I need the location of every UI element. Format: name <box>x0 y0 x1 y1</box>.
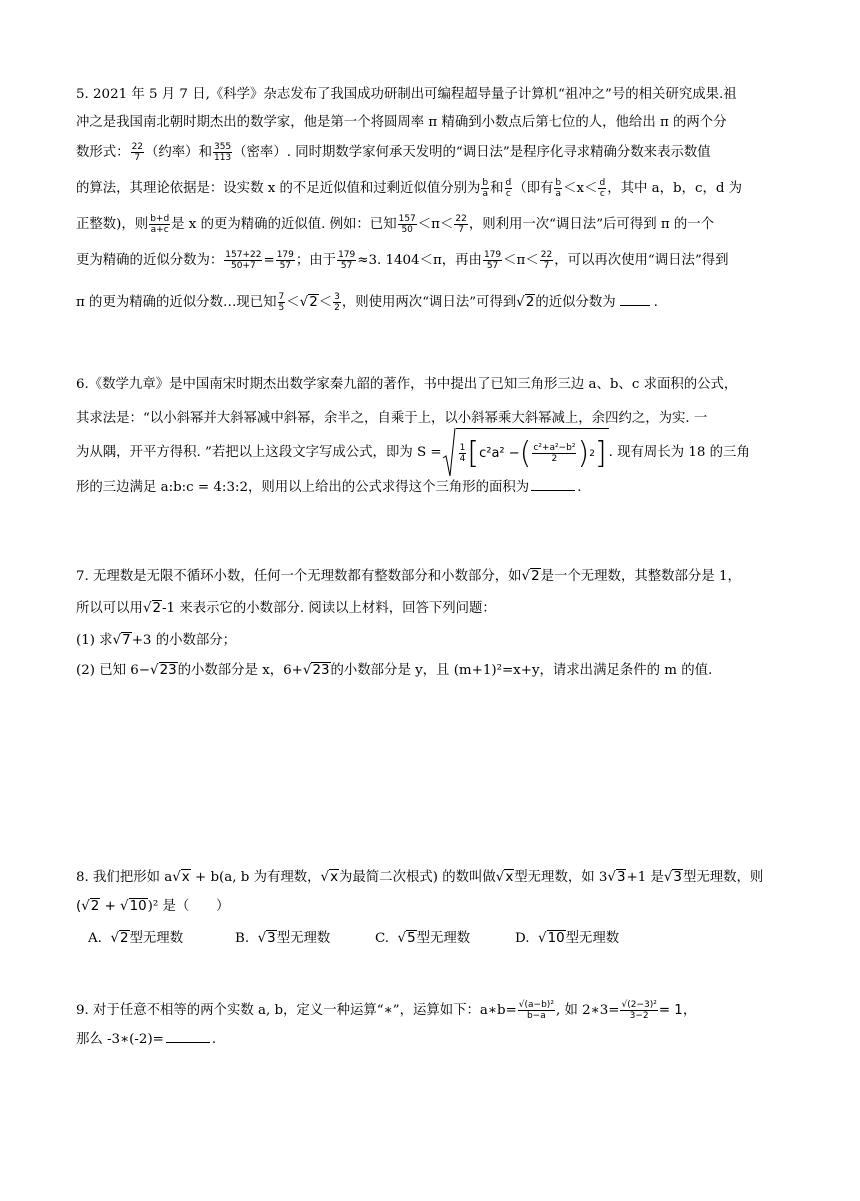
q5-text: 数形式： <box>76 145 130 160</box>
sqrt: √x <box>320 870 339 885</box>
q5-line-7: π 的更为精确的近似分数…现已知 $\frac{7}{5}$ ＜√2＜ $\frac{3}{2}$ ，则使用两次“调日法”可得到√2的近似分数为 . <box>76 292 658 313</box>
fraction: $\frac{355}{113}$ <box>213 142 232 163</box>
q5-text: （约率）和 <box>145 145 212 160</box>
sqrt: √3 <box>607 870 626 885</box>
answer-blank <box>531 478 575 491</box>
q5-line-3 <box>76 142 711 163</box>
fraction: $\frac{\text{√(a−b)²}}{b-a}$ <box>518 1000 554 1021</box>
fraction: $\frac{7}{5}$ <box>278 292 285 313</box>
sqrt: √23 <box>302 663 330 678</box>
sqrt: √2 <box>142 601 162 616</box>
fraction: $\frac{179}{57}$ <box>276 250 294 271</box>
option-a[interactable]: A. √2型无理数 <box>88 931 184 946</box>
q5-text: 冲之是我国南北朝时期杰出的数学家，他是第一个将圆周率 π 精确到小数点后第七位的人，他给出 π 的两个分 <box>76 115 727 130</box>
sqrt: √7 <box>112 633 131 648</box>
sqrt: √x <box>495 870 514 885</box>
fraction: $\frac{157+22}{50+7}$ <box>225 250 262 271</box>
sqrt: √5 <box>397 931 416 946</box>
q5-line-5: 正整数)，则 $\frac{b+d}{a+c}$ 是 x 的更为精确的近似值. 例如：已知 $\frac{157}{50}$ ＜π＜ $\frac{22}{7}$ ，则利用一次“调日法”后可得到 π 的一个 <box>76 214 715 235</box>
sqrt: √x <box>172 870 190 885</box>
fraction: $\frac{b+d}{a+c}$ <box>150 214 170 235</box>
q9-line-1: 9. 对于任意不相等的两个实数 a, b，定义一种运算“∗”，运算如下：a∗b= $\frac{\text{√(a−b)²}}{b-a}$ , 如 2∗3= $\frac{\text{√(2−3)²}}{3-2}$ = 1， <box>76 1000 697 1021</box>
fraction: $\frac{22}{7}$ <box>540 250 553 271</box>
sqrt: √2 <box>81 899 100 914</box>
fraction: $\frac{b}{a}$ <box>555 178 562 199</box>
sqrt: √23 <box>150 663 177 678</box>
answer-blank <box>166 1030 210 1043</box>
q5-text: （密率）. 同时期数学家何承天发明的“调日法”是程序化寻求精确分数来表示数值 <box>233 145 711 160</box>
q7-line-4: (2) 已知 6−√23的小数部分是 x，6+√23的小数部分是 y，且 (m+1)²=x+y，请求出满足条件的 m 的值. <box>76 663 713 678</box>
q6-line-3: 为从隅，开平方得积. ”若把以上这段文字写成公式，即为 S = $\frac{1}{4}$ [ c²a² − ( $\frac{\text{c²+a²−b²}}{2}$ ) 2 ] . 现有周长为 18 的三角 <box>76 426 750 480</box>
sqrt: √2 <box>299 295 318 310</box>
q6-line-2: 其求法是：“以小斜幂并大斜幂减中斜幂，余半之，自乘于上，以小斜幂乘大斜幂减上，余四约之，为实. 一 <box>76 411 708 426</box>
q7-line-3: (1) 求√7+3 的小数部分； <box>76 633 237 648</box>
fraction: $\frac{\text{√(2−3)²}}{3-2}$ <box>621 1000 657 1021</box>
q9-line-2: 那么 -3∗(-2)= . <box>76 1032 217 1047</box>
q5-text: 5. 2021 年 5 月 7 日,《科学》杂志发布了我国成功研制出可编程超导量子计算机“祖冲之”号的相关研究成果.祖 <box>76 87 737 102</box>
option-d[interactable]: D. √10型无理数 <box>515 931 620 946</box>
q7-line-1: 7. 无理数是无限不循环小数，任何一个无理数都有整数部分和小数部分，如√2是一个无理数，其整数部分是 1， <box>76 569 741 584</box>
q8-line-1: 8. 我们把形如 a√x + b(a, b 为有理数，√x为最简二次根式) 的数叫做√x型无理数，如 3√3+1 是√3型无理数，则 <box>76 870 764 885</box>
sqrt: √3 <box>257 931 276 946</box>
q7-line-2: 所以可以用√2-1 来表示它的小数部分. 阅读以上材料，回答下列问题： <box>76 601 496 616</box>
q8-line-2: (√2 + √10)² 是（ ） <box>76 899 230 914</box>
fraction: $\frac{179}{57}$ <box>338 250 356 271</box>
sqrt: √10 <box>538 931 565 946</box>
option-c[interactable]: C. √5型无理数 <box>375 931 471 946</box>
q5-line-4: 的算法，其理论依据是：设实数 x 的不足近似值和过剩近似值分别为 $\frac{b}{a}$ 和 $\frac{d}{c}$ （即有 $\frac{b}{a}$ ＜x＜ $\frac{d}{c}$ ，其中 a，b，c，d 为 <box>76 178 743 199</box>
fraction: $\frac{22}{7}$ <box>131 142 144 163</box>
sqrt: √2 <box>516 295 535 310</box>
fraction: $\frac{d}{c}$ <box>599 178 606 199</box>
q5-line-6: 更为精确的近似分数为： $\frac{157+22}{50+7}$ = $\frac{179}{57}$ ；由于 $\frac{179}{57}$ ≈3. 1404＜π，再由 $\frac{179}{57}$ ＜π＜ $\frac{22}{7}$ ，可以再次使用“调日法”得到 <box>76 250 729 271</box>
sqrt: √2 <box>521 569 540 584</box>
fraction: $\frac{d}{c}$ <box>505 178 512 199</box>
heron-formula-sqrt: $\frac{1}{4}$ [ c²a² − ( $\frac{\text{c²+a²−b²}}{2}$ ) 2 ] <box>442 428 609 478</box>
fraction: $\frac{179}{57}$ <box>483 250 502 271</box>
q6-line-1: 6.《数学九章》是中国南宋时期杰出数学家秦九韶的著作，书中提出了已知三角形三边 a、b、c 求面积的公式， <box>76 377 738 392</box>
fraction: $\frac{b}{a}$ <box>482 178 489 199</box>
q6-line-4: 形的三边满足 a:b:c = 4:3:2，则用以上给出的公式求得这个三角形的面积为 . <box>76 480 582 495</box>
fraction: $\frac{3}{2}$ <box>334 292 340 313</box>
q5-line-1 <box>76 86 737 104</box>
fraction: $\frac{22}{7}$ <box>455 214 467 235</box>
q5-line-2 <box>76 114 727 132</box>
sqrt: √10 <box>120 899 147 914</box>
sqrt: √3 <box>663 870 682 885</box>
option-b[interactable]: B. √3型无理数 <box>235 931 331 946</box>
fraction: $\frac{157}{50}$ <box>398 214 416 235</box>
answer-blank <box>620 293 650 306</box>
sqrt: √2 <box>110 931 129 946</box>
